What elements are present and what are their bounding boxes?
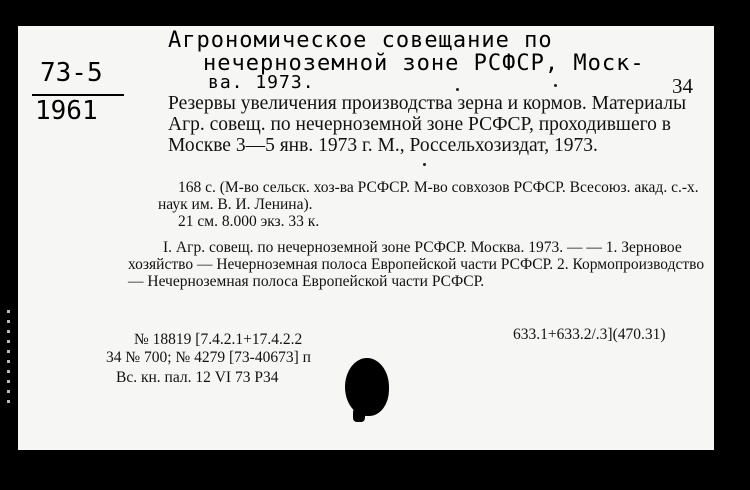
speck bbox=[423, 163, 426, 166]
ink-blot-tail bbox=[353, 408, 365, 422]
title-block: Резервы увеличения производства зерна и кормов. Материалы Агр. совещ. по нечерноземной зоне РСФСР, проходившего в Москве 3—5 янв. 1973 г. М., Россельхозиздат, 1973. bbox=[168, 93, 687, 156]
card-number: 34 bbox=[672, 74, 693, 98]
collation-note: 168 с. (М-во сельск. хоз-ва РСФСР. М-во совхозов РСФСР. Всесоюз. акад. с.-х. наук им. В. И. Ленина). bbox=[158, 179, 699, 213]
catalog-card bbox=[18, 26, 714, 450]
handwritten-heading-line: нечерноземной зоне РСФСР, Моск- bbox=[203, 51, 645, 76]
chamber-date-line: Вс. кн. пал. 12 VI 73 P34 bbox=[116, 369, 279, 386]
speck bbox=[456, 88, 459, 91]
size-price-line: 21 см. 8.000 экз. 33 к. bbox=[178, 213, 320, 230]
call-number-top: 73-5 bbox=[40, 58, 103, 88]
subject-tracings: I. Агр. совещ. по нечерноземной зоне РСФСР. Москва. 1973. — — 1. Зерновое хозяйство — Нечерноземная полоса Европейской части РСФСР. 2. Кормопроизводство — Нечерноземная полоса Европейской части РСФСР. bbox=[128, 239, 705, 290]
ink-blot bbox=[345, 358, 389, 416]
speck bbox=[554, 84, 557, 87]
call-number-bottom: 1961 bbox=[35, 96, 98, 126]
scan-edge-marks bbox=[6, 310, 12, 430]
catalog-codes: 34 № 700; № 4279 [73-40673] п bbox=[106, 349, 311, 366]
handwritten-heading-line: ва. 1973. bbox=[208, 72, 315, 93]
registration-number: № 18819 [7.4.2.1+17.4.2.2 bbox=[134, 331, 303, 348]
handwritten-heading-line: Агрономическое совещание по bbox=[168, 28, 553, 53]
udc-classification: 633.1+633.2/.3](470.31) bbox=[513, 326, 666, 343]
